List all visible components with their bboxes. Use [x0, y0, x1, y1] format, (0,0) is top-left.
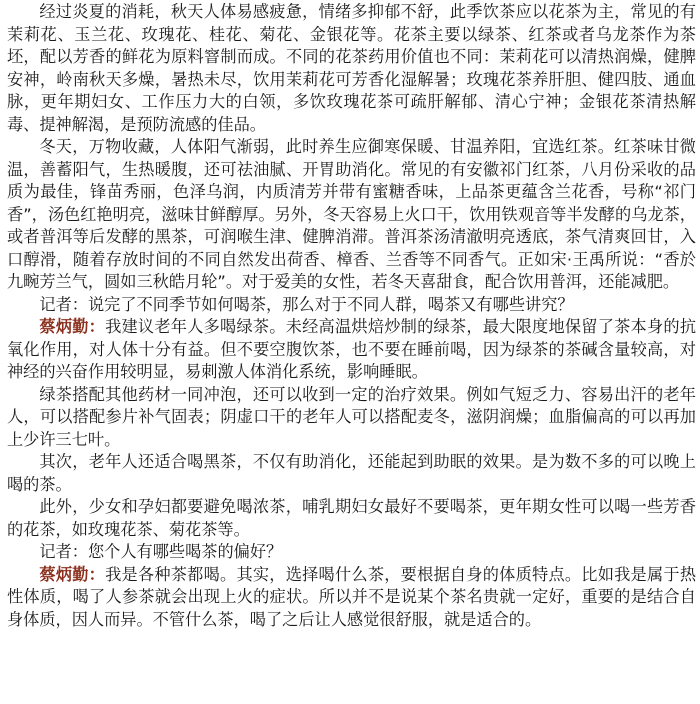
paragraph-text: 经过炎夏的消耗，秋天人体易感疲惫，情绪多抑郁不舒，此季饮茶应以花茶为主，常见的有茉莉花、玉兰花、玫瑰花、桂花、菊花、金银花等。花茶主要以绿茶、红茶或者乌龙茶作为茶坯，配以芳香的鲜花为原料窨制而成。不同的花茶药用价值也不同：茉莉花可以清热润燥，健脾安神，岭南秋天多燥，暑热未尽，饮用茉莉花可芳香化湿解暑；玫瑰花茶养肝胆、健四肢、通血脉，更年期妇女、工作压力大的白领，多饮玫瑰花茶可疏肝解郁、清心宁神；金银花茶清热解毒、提神解渴，是预防流感的佳品。: [7, 2, 696, 134]
paragraph-text: 其次，老年人还适合喝黑茶，不仅有助消化，还能起到助眠的效果。是为数不多的可以晚上喝的茶。: [7, 452, 696, 494]
paragraph-text: 记者：说完了不同季节如何喝茶，那么对于不同人群，喝茶又有哪些讲究？: [39, 294, 574, 314]
article-paragraph: [7, 496, 696, 541]
paragraph-text: 冬天，万物收藏，人体阳气渐弱，此时养生应御寒保暖、甘温养阳，宜选红茶。红茶味甘微温，善蓄阳气，生热暖腹，还可祛油腻、开胃助消化。常见的有安徽祁门红茶，八月份采收的品质为最佳，锋苗秀丽，色泽乌润，内质清芳并带有蜜糖香味，上品茶更蕴含兰花香，号称“祁门香”，汤色红艳明亮，滋味甘鲜醇厚。另外，冬天容易上火口干，饮用铁观音等半发酵的乌龙茶，或者普洱等后发酵的黑茶，可润喉生津、健脾消滞。普洱茶汤清澈明亮透底，茶气清爽回甘，入口醇滑，随着存放时间的不同自然发出荷香、樟香、兰香等不同香气。正如宋·王禹所说：“香於九畹芳兰气，圆如三秋皓月轮”。对于爱美的女性，若冬天喜甜食，配合饮用普洱，还能减肥。: [7, 137, 696, 291]
reporter-question: [7, 294, 696, 317]
article-paragraph: [7, 136, 696, 294]
paragraph-text: 我建议老年人多喝绿茶。未经高温烘焙炒制的绿茶，最大限度地保留了茶本身的抗氧化作用，对人体十分有益。但不要空腹饮茶，也不要在睡前喝，因为绿茶的茶碱含量较高，对神经的兴奋作用较明显，易刺激人体消化系统，影响睡眠。: [7, 317, 697, 381]
paragraph-text: 此外，少女和孕妇都要避免喝浓茶，哺乳期妇女最好不要喝茶，更年期女性可以喝一些芳香的花茶，如玫瑰花茶、菊花茶等。: [7, 497, 696, 539]
article-paragraph: [7, 451, 696, 496]
paragraph-text: 绿茶搭配其他药材一同冲泡，还可以收到一定的治疗效果。例如气短乏力、容易出汗的老年人，可以搭配参片补气固表；阴虚口干的老年人可以搭配麦冬，滋阴润燥；血脂偏高的可以再加上少许三七叶。: [7, 384, 696, 449]
speaker-name: 蔡炳勤：: [39, 317, 106, 336]
article-paragraph: [7, 1, 696, 136]
interviewee-answer: [7, 564, 696, 632]
speaker-name: 蔡炳勤：: [39, 564, 106, 584]
paragraph-text: 记者：您个人有哪些喝茶的偏好？: [39, 542, 283, 561]
reporter-question: [7, 541, 696, 564]
interviewee-answer: [7, 316, 696, 384]
paragraph-text: 我是各种茶都喝。其实，选择喝什么茶，要根据自身的体质特点。比如我是属于热性体质，喝了人参茶就会出现上火的症状。所以并不是说某个茶名贵就一定好，重要的是结合自身体质，因人而异。不管什么茶，喝了之后让人感觉很舒服，就是适合的。: [7, 564, 697, 629]
article-paragraph: [7, 384, 696, 452]
